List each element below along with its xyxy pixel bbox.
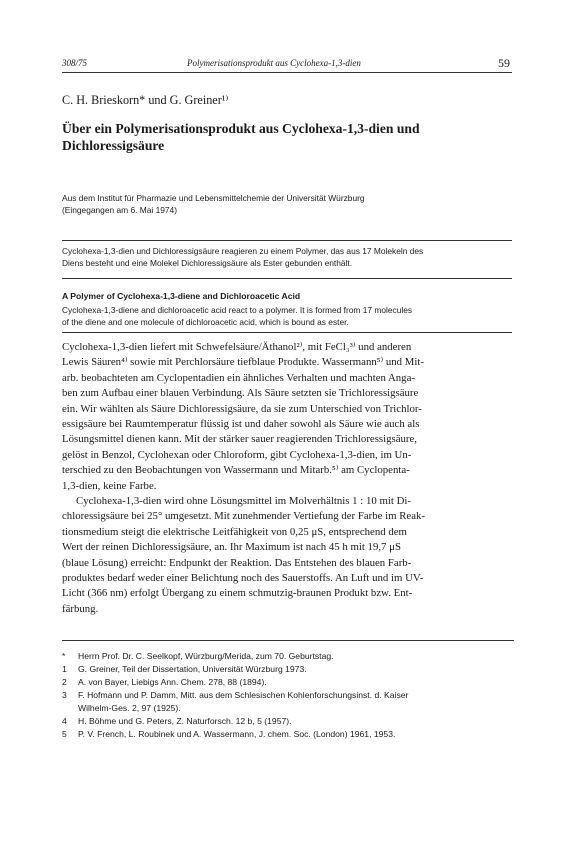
- abstract-german: [62, 246, 512, 269]
- footnote: [62, 728, 514, 741]
- body-line: Lewis Säuren⁴⁾ sowie mit Perchlorsäure tiefblaue Produkte. Wassermann⁵⁾ und Mit-: [62, 356, 424, 369]
- abstract-german-line: Cyclohexa-1,3-dien und Dichloressigsäure reagieren zu einem Polymer, das aus 17 Molekeln des: [62, 246, 424, 256]
- body-line: Lösungsmittel dienen kann. Mit der stärker sauer reagierenden Trichloressigsäure,: [62, 433, 418, 446]
- running-title: Polymerisationsprodukt aus Cyclohexa-1,3-dien: [187, 58, 361, 68]
- abstract-english-line: of the diene and one molecule of dichloroacetic acid, which is bound as ester.: [62, 316, 349, 327]
- footnote-text: P. V. French, L. Roubinek und A. Wassermann, J. chem. Soc. (London) 1961, 1953.: [78, 729, 396, 739]
- article-title: Über ein Polymerisationsprodukt aus Cyclohexa-1,3-dien und Dichloressigsäure: [62, 121, 420, 153]
- footnotes: [62, 650, 514, 741]
- footnote: [62, 663, 514, 676]
- body-line: Licht (366 nm) erfolgt Übergang zu einem schmutzig-braunen Produkt bzw. Ent-: [62, 587, 413, 600]
- institute-line: Aus dem Institut für Pharmazie und Lebensmittelchemie der Universität Würzburg: [62, 193, 365, 203]
- body-line: chloressigsäure bei 25° umgesetzt. Mit zunehmender Vertiefung der Farbe im Reak-: [62, 510, 426, 523]
- body-line: tionsmedium steigt die elektrische Leitfähigkeit von 0,25 μS, entsprechend dem: [62, 525, 407, 538]
- body-line: essigsäure bei Raumtemperatur flüssig ist und daher sowohl als Säure wie auch als: [62, 418, 420, 431]
- received-date: (Eingegangen am 6. Mai 1974): [62, 205, 177, 215]
- abstract-divider: [62, 278, 512, 279]
- body-line: produktes bedarf weder einer Belichtung noch des Sauerstoffs. An Luft und im UV-: [62, 572, 424, 585]
- body-paragraph-2: [62, 494, 514, 617]
- footnote: [62, 676, 514, 689]
- footnote-mark: *: [62, 651, 66, 661]
- body-line: terschied zu den Beobachtungen von Wassermann und Mitarb.⁵⁾ am Cyclopenta-: [62, 464, 410, 477]
- footnote-mark: 1: [62, 664, 67, 674]
- body-line: ein. Wir wählten als Säure Dichloressigsäure, da sie zum Unterschied von Trichlor-: [62, 402, 422, 415]
- body-line: arb. beobachteten am Cyclopentadien ein ähnliches Verhalten und machten Anga-: [62, 371, 415, 384]
- body-line: Cyclohexa-1,3-dien wird ohne Lösungsmittel im Molverhältnis 1 : 10 mit Di-: [76, 495, 411, 507]
- footnote-text: G. Greiner, Teil der Dissertation, Universität Würzburg 1973.: [78, 664, 307, 674]
- footnote-text: H. Böhme und G. Peters, Z. Naturforsch. 12 b, 5 (1957).: [78, 716, 292, 726]
- body-line: gelöst in Benzol, Cyclohexan oder Chloroform, gibt Cyclohexa-1,3-dien, im Un-: [62, 448, 412, 461]
- footnote-mark: 2: [62, 677, 67, 687]
- abstract-top-rule: [62, 240, 512, 241]
- abstract-english-line: Cyclohexa-1,3-diene and dichloroacetic acid react to a polymer. It is formed from 17 molecules: [62, 305, 413, 315]
- authors: C. H. Brieskorn* und G. Greiner¹⁾: [62, 93, 229, 107]
- running-header: [62, 56, 510, 72]
- footnote-text: A. von Bayer, Liebigs Ann. Chem. 278, 88 (1894).: [78, 677, 267, 687]
- footnote-text: Herrn Prof. Dr. C. Seelkopf, Würzburg/Merida, zum 70. Geburtstag.: [78, 651, 334, 661]
- footnote-rule: [62, 640, 514, 641]
- body-paragraph-1: [62, 340, 514, 494]
- footnote-mark: 3: [62, 690, 67, 700]
- page-number: 59: [498, 56, 510, 70]
- abstract-english-title: A Polymer of Cyclohexa-1,3-diene and Dichloroacetic Acid: [62, 291, 301, 301]
- body-line: ben zum Aufbau einer blauen Verbindung. Als Säure setzten sie Trichloressigsäure: [62, 387, 419, 400]
- footnote-mark: 4: [62, 716, 67, 726]
- abstract-german-line: Diens besteht und eine Molekel Dichloressigsäure als Ester gebunden enthält.: [62, 257, 353, 268]
- affiliation: [62, 192, 512, 216]
- body-line: (blaue Lösung) erreicht: Endpunkt der Reaktion. Das Entstehen des blauen Farb-: [62, 556, 412, 569]
- abstract-english: [62, 305, 512, 328]
- body-line: färbung.: [62, 602, 99, 615]
- footnote: [62, 689, 514, 715]
- footnote-text: Wilhelm-Ges. 2, 97 (1925).: [78, 703, 181, 713]
- article-code: 308/75: [62, 58, 88, 68]
- body-line: Cyclohexa-1,3-dien liefert mit Schwefelsäure/Äthanol²⁾, mit FeCl₃³⁾ und anderen: [62, 341, 412, 353]
- footnote-text: F. Hofmann und P. Damm, Mitt. aus dem Schlesischen Kohlenforschungsinst. d. Kaiser: [78, 690, 409, 700]
- abstract-bottom-rule: [62, 332, 512, 333]
- body-line: 1,3-dien, keine Farbe.: [62, 479, 157, 492]
- footnote: [62, 650, 514, 663]
- header-rule: [62, 72, 512, 73]
- footnote: [62, 715, 514, 728]
- body-line: Wert der reinen Dichloressigsäure, an. Ihr Maximum ist nach 45 h mit 19,7 μS: [62, 541, 401, 554]
- footnote-mark: 5: [62, 729, 67, 739]
